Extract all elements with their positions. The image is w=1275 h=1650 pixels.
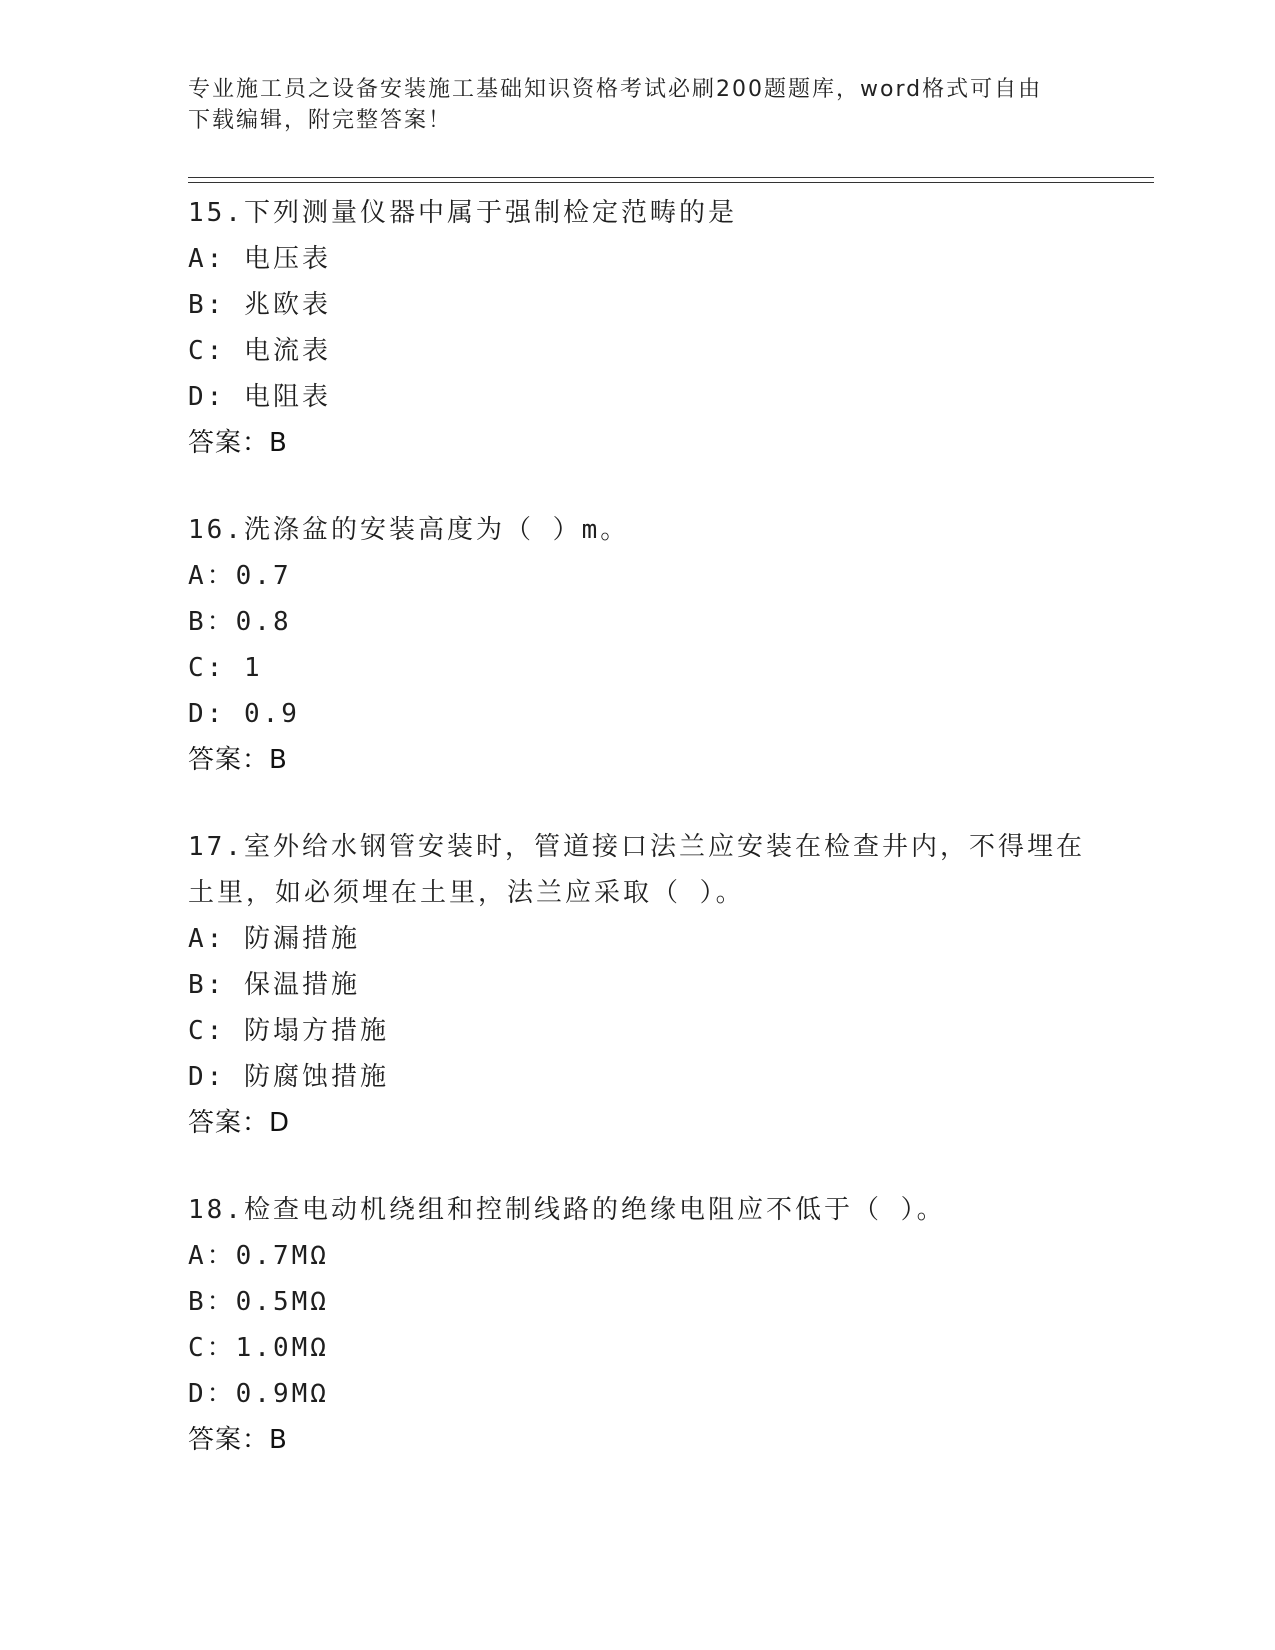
question-stem: 16.洗涤盆的安装高度为（ ）m。 (188, 515, 630, 545)
header-divider-bottom (188, 182, 1154, 183)
option-c: C: 电流表 (188, 336, 331, 366)
question-15 (188, 190, 1118, 466)
option-d: D: 电阻表 (188, 382, 331, 412)
question-16 (188, 507, 1118, 783)
option-c: C：1.0MΩ (188, 1333, 329, 1363)
answer-line: 答案：B (188, 745, 288, 775)
header-line-1: 专业施工员之设备安装施工基础知识资格考试必刷200题题库，word格式可自由 (188, 77, 1043, 102)
option-d: D: 0.9 (188, 699, 300, 729)
question-stem: 15.下列测量仪器中属于强制检定范畴的是 (188, 198, 737, 228)
answer-line: 答案：D (188, 1108, 291, 1138)
option-c: C: 1 (188, 653, 263, 683)
option-b: B：0.8 (188, 607, 292, 637)
question-stem: 18.检查电动机绕组和控制线路的绝缘电阻应不低于（ ）。 (188, 1195, 946, 1225)
answer-line: 答案：B (188, 1425, 288, 1455)
question-stem: 17.室外给水钢管安装时，管道接口法兰应安装在检查井内，不得埋在 (188, 832, 1085, 862)
option-b: B: 保温措施 (188, 970, 360, 1000)
question-18 (188, 1187, 1118, 1463)
question-stem-continued: 土里，如必须埋在土里，法兰应采取（ ）。 (188, 878, 745, 908)
option-b: B: 兆欧表 (188, 290, 331, 320)
option-c: C: 防塌方措施 (188, 1016, 389, 1046)
document-header (188, 74, 1088, 136)
question-17 (188, 824, 1118, 1146)
option-d: D: 防腐蚀措施 (188, 1062, 389, 1092)
option-a: A：0.7 (188, 561, 292, 591)
answer-line: 答案：B (188, 428, 288, 458)
question-list (188, 190, 1118, 1504)
option-a: A: 防漏措施 (188, 924, 360, 954)
header-line-2: 下载编辑，附完整答案！ (188, 108, 453, 133)
option-d: D：0.9MΩ (188, 1379, 329, 1409)
option-a: A：0.7MΩ (188, 1241, 329, 1271)
option-b: B：0.5MΩ (188, 1287, 329, 1317)
header-divider-top (188, 177, 1154, 178)
option-a: A: 电压表 (188, 244, 331, 274)
